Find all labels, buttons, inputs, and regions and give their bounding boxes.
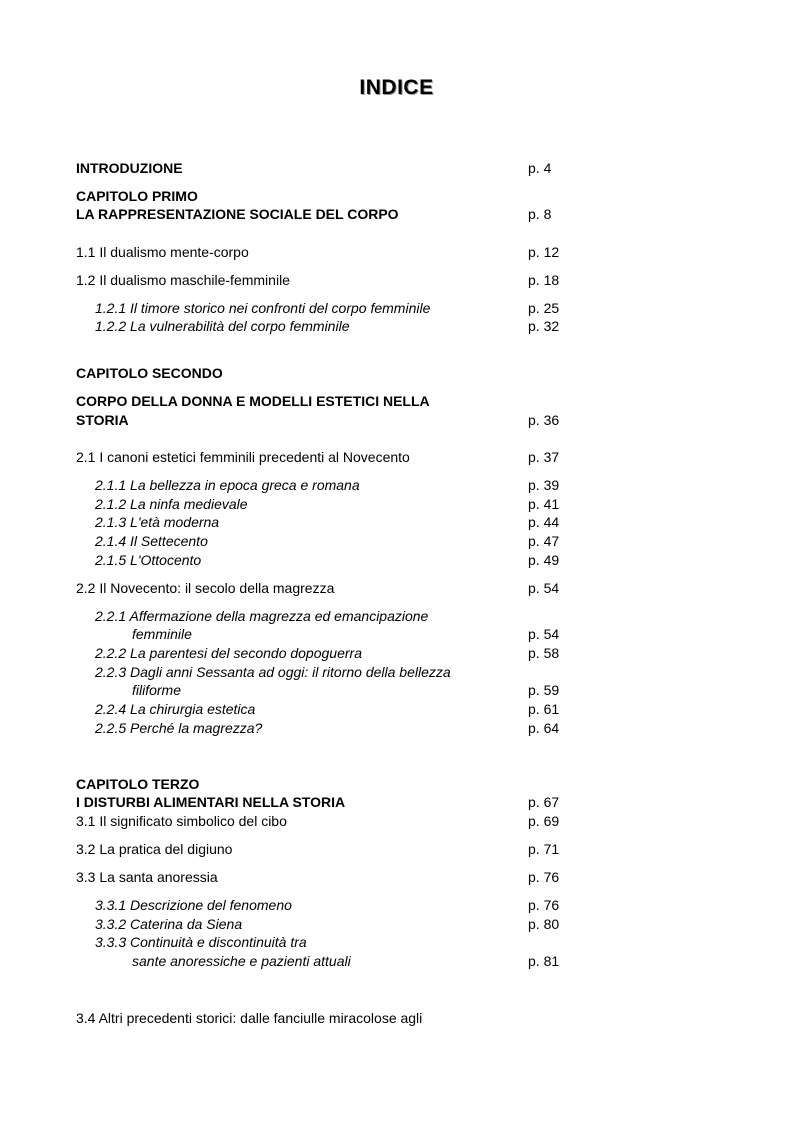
toc-page-number: p. 18 bbox=[528, 272, 560, 288]
toc-chapter-title: I DISTURBI ALIMENTARI NELLA STORIA bbox=[76, 794, 346, 810]
toc-section: 3.2 La pratica del digiuno bbox=[76, 841, 233, 857]
toc-subsection: 2.1.2 La ninfa medievale bbox=[95, 496, 248, 512]
toc-subsection: 2.1.3 L'età moderna bbox=[95, 514, 220, 530]
toc-page-number: p. 37 bbox=[528, 449, 560, 465]
toc-subsection: 2.2.3 Dagli anni Sessanta ad oggi: il ritorno della bellezza bbox=[95, 664, 451, 680]
toc-subsection: 3.3.2 Caterina da Siena bbox=[95, 916, 243, 932]
toc-page-number: p. 54 bbox=[528, 626, 560, 642]
toc-page-number: p. 76 bbox=[528, 897, 560, 913]
toc-page-number: p. 80 bbox=[528, 916, 560, 932]
toc-subsection: 2.2.2 La parentesi del secondo dopoguerra bbox=[95, 645, 362, 661]
toc-subsection: 2.2.5 Perché la magrezza? bbox=[95, 720, 263, 736]
toc-page-number: p. 32 bbox=[528, 318, 560, 334]
toc-chapter-heading: CAPITOLO TERZO bbox=[76, 776, 200, 792]
toc-page-number: p. 61 bbox=[528, 701, 560, 717]
toc-page-number: p. 25 bbox=[528, 300, 560, 316]
toc-subsection: 3.3.1 Descrizione del fenomeno bbox=[95, 897, 292, 913]
toc-chapter-title: LA RAPPRESENTAZIONE SOCIALE DEL CORPO bbox=[76, 206, 399, 222]
toc-page-number: p. 49 bbox=[528, 552, 560, 568]
toc-page-number: p. 44 bbox=[528, 514, 560, 530]
toc-subsection-continued: filiforme bbox=[132, 682, 182, 698]
toc-subsection: 2.2.4 La chirurgia estetica bbox=[95, 701, 256, 717]
toc-chapter-title: STORIA bbox=[76, 412, 129, 428]
toc-page-number: p. 12 bbox=[528, 244, 560, 260]
toc-section: 3.4 Altri precedenti storici: dalle fanciulle miracolose agli bbox=[76, 1010, 423, 1026]
toc-section: 2.2 Il Novecento: il secolo della magrezza bbox=[76, 580, 335, 596]
toc-chapter-heading: CAPITOLO SECONDO bbox=[76, 365, 223, 381]
toc-page-number: p. 4 bbox=[528, 160, 552, 176]
toc-section: 2.1 I canoni estetici femminili precedenti al Novecento bbox=[76, 449, 410, 465]
toc-subsection-continued: femminile bbox=[132, 626, 192, 642]
toc-page-number: p. 71 bbox=[528, 841, 560, 857]
toc-subsection: 1.2.2 La vulnerabilità del corpo femminile bbox=[95, 318, 350, 334]
toc-page-number: p. 59 bbox=[528, 682, 560, 698]
toc-entry-introduzione: INTRODUZIONE bbox=[76, 160, 183, 176]
toc-subsection: 3.3.3 Continuità e discontinuità tra bbox=[95, 934, 307, 950]
toc-subsection: 2.1.4 Il Settecento bbox=[95, 533, 208, 549]
toc-section: 3.1 Il significato simbolico del cibo bbox=[76, 813, 287, 829]
toc-subsection: 2.1.5 L'Ottocento bbox=[95, 552, 202, 568]
toc-page-number: p. 67 bbox=[528, 794, 560, 810]
toc-page-number: p. 64 bbox=[528, 720, 560, 736]
toc-page-number: p. 76 bbox=[528, 869, 560, 885]
toc-subsection-continued: sante anoressiche e pazienti attuali bbox=[132, 953, 351, 969]
toc-page-number: p. 69 bbox=[528, 813, 560, 829]
toc-page-number: p. 58 bbox=[528, 645, 560, 661]
toc-page-number: p. 39 bbox=[528, 477, 560, 493]
toc-page-number: p. 8 bbox=[528, 206, 552, 222]
toc-chapter-title: CORPO DELLA DONNA E MODELLI ESTETICI NELLA bbox=[76, 393, 430, 409]
toc-subsection: 2.2.1 Affermazione della magrezza ed emancipazione bbox=[95, 608, 429, 624]
toc-page-number: p. 47 bbox=[528, 533, 560, 549]
toc-section: 1.1 Il dualismo mente-corpo bbox=[76, 244, 249, 260]
toc-chapter-heading: CAPITOLO PRIMO bbox=[76, 188, 198, 204]
page-title: INDICE bbox=[359, 76, 434, 99]
toc-page-number: p. 41 bbox=[528, 496, 560, 512]
toc-section: 3.3 La santa anoressia bbox=[76, 869, 218, 885]
toc-subsection: 2.1.1 La bellezza in epoca greca e romana bbox=[95, 477, 360, 493]
toc-section: 1.2 Il dualismo maschile-femminile bbox=[76, 272, 290, 288]
toc-page-number: p. 36 bbox=[528, 412, 560, 428]
toc-subsection: 1.2.1 Il timore storico nei confronti del corpo femminile bbox=[95, 300, 431, 316]
toc-page-number: p. 81 bbox=[528, 953, 560, 969]
toc-page-number: p. 54 bbox=[528, 580, 560, 596]
